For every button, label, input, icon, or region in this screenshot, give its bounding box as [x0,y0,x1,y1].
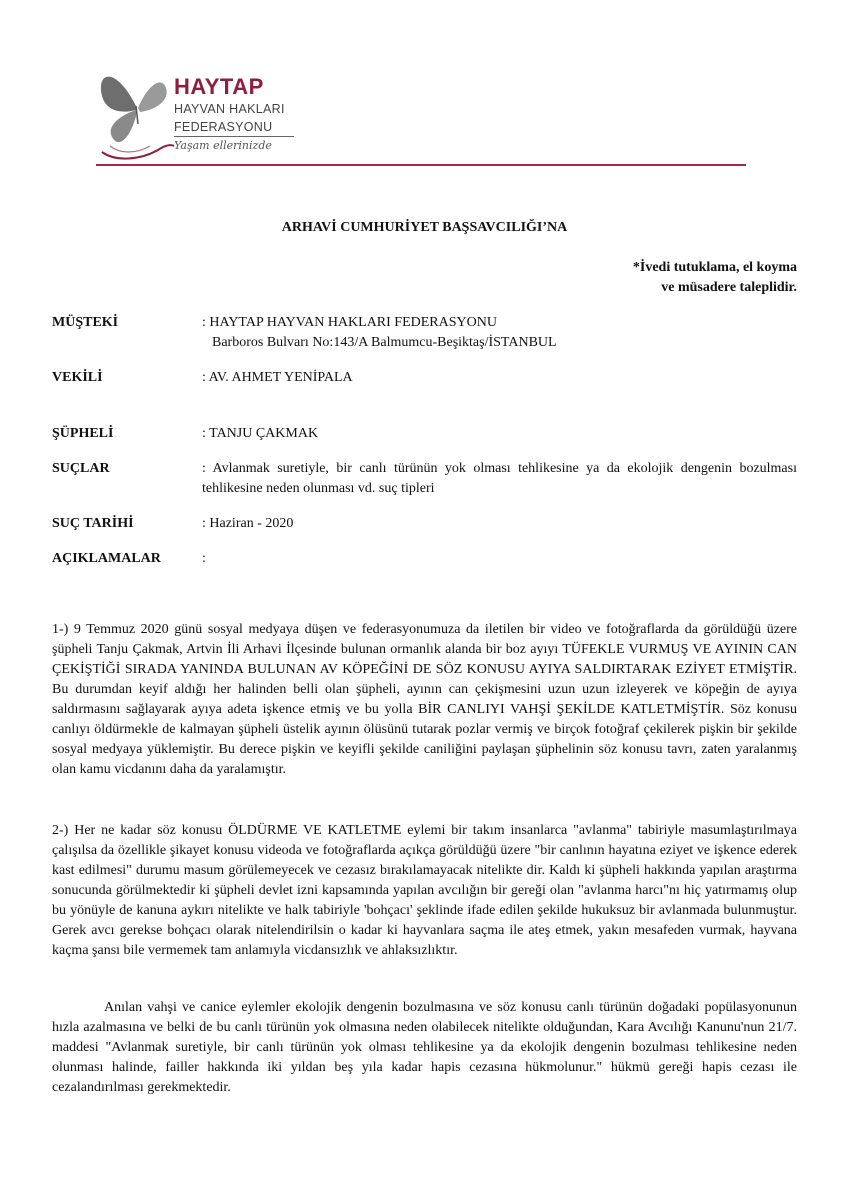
logo-slogan: Yaşam ellerinizde [174,139,272,152]
logo-subtitle-2: FEDERASYONU [174,120,273,134]
musteki-address: Barboros Bulvarı No:143/A Balmumcu-Beşiktaş/İSTANBUL [212,335,557,350]
butterfly-hand-icon [96,66,176,166]
field-label: SUÇLAR [52,461,110,476]
logo-title: HAYTAP [174,74,264,99]
field-value [202,313,797,353]
header-divider [96,164,746,166]
field-value: : [202,551,206,566]
field-value: : Haziran - 2020 [202,516,294,531]
musteki-name: : HAYTAP HAYVAN HAKLARI FEDERASYONU [202,315,497,330]
field-label: AÇIKLAMALAR [52,551,161,566]
paragraph-3: Anılan vahşi ve canice eylemler ekolojik dengenin bozulmasına ve söz konusu canlı türünün doğadaki popülasyonunun hızla azalmasına ve belki de bu canlı türünün yok olmasına neden olabilecek nitelikte olduğundan, Kara Avcılığı Kanunu'nun 21/7. maddesi "Avlanmak suretiyle, bir canlı türünün yok olması tehlikesine ya da ekolojik dengenin bozulması tehlikesine neden olunması halinde, failler hakkında iki yıldan beş yıla kadar hapis cezasına hükmolunur." hükmü gereği hapis cezası ile cezalandırılması gerekmektedir. [52,1000,797,1095]
field-label: MÜŞTEKİ [52,315,119,330]
field-value: : Avlanmak suretiyle, bir canlı türünün yok olması tehlikesine ya da ekolojik dengenin bozulması tehlikesine neden olunması vd. suç tipleri [202,461,797,496]
urgent-note-line-2: ve müsadere taleplidir. [661,280,797,295]
field-value: : AV. AHMET YENİPALA [202,370,353,385]
field-label: SUÇ TARİHİ [52,516,134,531]
field-label: VEKİLİ [52,370,103,385]
urgent-note-line-1: *İvedi tutuklama, el koyma [632,260,797,275]
urgent-note [633,258,797,298]
field-value: : TANJU ÇAKMAK [202,426,319,441]
logo-rule [174,136,294,137]
haytap-logo [96,66,306,166]
field-label: ŞÜPHELİ [52,426,114,441]
logo-subtitle-1: HAYVAN HAKLARI [174,102,285,116]
document-title: ARHAVİ CUMHURİYET BAŞSAVCILIĞI’NA [281,220,568,235]
paragraph-2: 2-) Her ne kadar söz konusu ÖLDÜRME VE KATLETME eylemi bir takım insanlarca "avlanma" tabiriyle masumlaştırılmaya çalışılsa da özellikle şikayet konusu videoda ve fotoğraflarda açıkça görüldüğü üzere "bir canlının hayatına eziyet ve işkence ederek kast edilmesi" durumu masum görülemeyecek ve cezasız bırakılamayacak nitelikte dir. Kaldı ki şüpheli hakkında yapılan araştırma sonucunda görülmektedir ki şüpheli devlet izni kapsamında yapılan avcılığın bir gereği olan "avlanma harcı"nı hiç yatırmamış olup bu yönüyle de kanuna aykırı nitelikte ve halk tabiriyle 'bohçacı' şeklinde ifade edilen şekilde hukuksuz bir avlanmada bulunmuştur. Gerek avcı gerekse bohçacı olarak nitelendirilsin o kadar ki hayvanlara saçma ile ateş etmek, yakın mesafeden vurmak, hayvana kaçma şansı bile vermemek tam anlamıyla vicdansızlık ve ahlaksızlıktır. [52,823,797,958]
paragraph-1: 1-) 9 Temmuz 2020 günü sosyal medyaya düşen ve federasyonumuza da iletilen bir video ve fotoğraflarda da görüldüğü üzere şüpheli Tanju Çakmak, Artvin İli Arhavi İlçesinde bulunan ormanlık alanda bir boz ayıyı TÜFEKLE VURMUŞ VE AYININ CAN ÇEKİŞTİĞİ SIRADA YANINDA BULUNAN AV KÖPEĞİNİ DE SÖZ KONUSU AYIYA SALDIRTARAK EZİYET ETMİŞTİR. Bu durumdan keyif aldığı her halinden belli olan şüpheli, ayının can çekişmesini uzun uzun izleyerek ve köpeğin de ayıya saldırmasını sağlayarak ayıya adeta işkence etmiş ve bu yolla BİR CANLIYI VAHŞİ ŞEKİLDE KATLETMİŞTİR. Söz konusu canlıyı öldürmekle de kalmayan şüpheli üstelik ayının ölüsünü tutarak pozlar vermiş ve birçok fotoğraf çekilerek pişkin bir şekilde sosyal medyaya yüklemiştir. Bu derece pişkin ve keyifli şekilde caniliğini paylaşan şüphelinin söz konusu tavrı, zaten yaralanmış olan kamu vicdanını daha da yaralamıştır. [52,622,797,777]
